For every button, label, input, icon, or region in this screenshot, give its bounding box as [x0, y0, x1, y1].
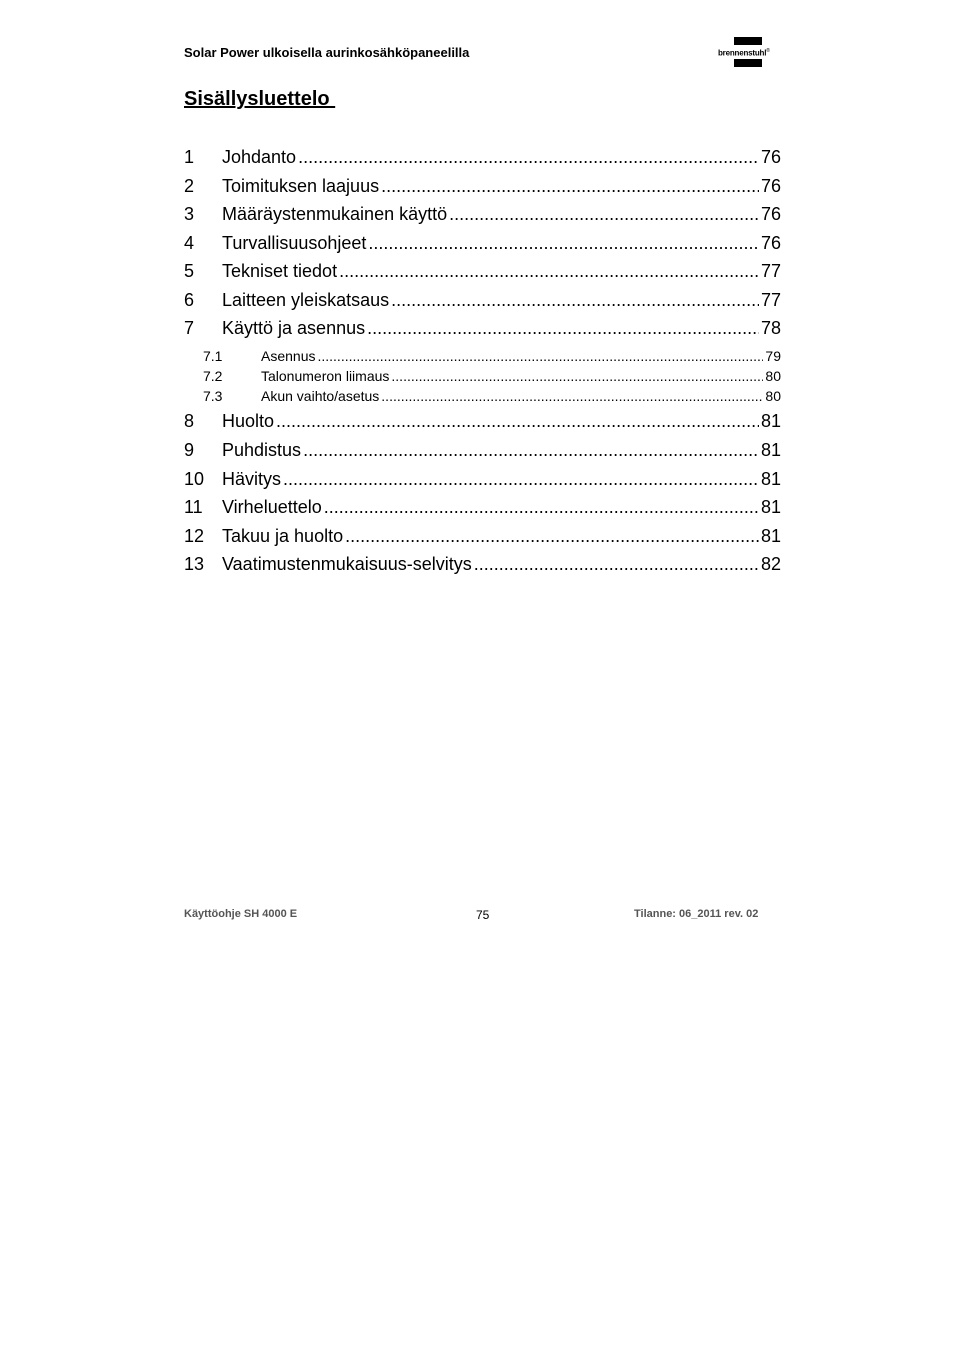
- toc-leader-dots: [303, 440, 759, 461]
- toc-entry-label: Hävitys: [222, 469, 282, 489]
- toc-entry-page: 78: [760, 318, 781, 338]
- logo-bar-bottom: [734, 59, 762, 67]
- toc-entry[interactable]: [184, 290, 781, 316]
- toc-entry[interactable]: [184, 469, 781, 495]
- toc-entry-number: 7.3: [203, 388, 223, 404]
- toc-entry[interactable]: [184, 318, 781, 344]
- toc-leader-dots: [276, 411, 759, 432]
- toc-leader-dots: [391, 290, 759, 311]
- document-header-title: Solar Power ulkoisella aurinkosähköpaneelilla: [184, 45, 470, 60]
- toc-leader-dots: [283, 469, 759, 490]
- toc-entry[interactable]: [184, 233, 781, 259]
- toc-entry[interactable]: [184, 526, 781, 552]
- toc-entry-number: 7.2: [203, 368, 223, 384]
- toc-entry[interactable]: [184, 554, 781, 580]
- toc-entry-page: 79: [765, 348, 781, 364]
- toc-entry-label: Puhdistus: [222, 440, 302, 460]
- toc-entry-number: 10: [184, 469, 205, 489]
- toc-entry-number: 12: [184, 526, 205, 546]
- toc-leader-dots: [391, 368, 763, 384]
- toc-entry-page: 76: [760, 147, 781, 167]
- toc-entry-number: 3: [184, 204, 195, 224]
- toc-entry-label: Määräystenmukainen käyttö: [222, 204, 448, 224]
- toc-leader-dots: [474, 554, 759, 575]
- toc-entry-label: Tekniset tiedot: [222, 261, 338, 281]
- toc-entry-label: Toimituksen laajuus: [222, 176, 380, 196]
- toc-entry[interactable]: [184, 176, 781, 202]
- toc-entry-label: Turvallisuusohjeet: [222, 233, 367, 253]
- toc-entry-number: 1: [184, 147, 195, 167]
- toc-entry-label: Huolto: [222, 411, 275, 431]
- toc-entry-label: Talonumeron liimaus: [261, 368, 390, 384]
- toc-entry-number: 7: [184, 318, 195, 338]
- toc-entry-label: Akun vaihto/asetus: [261, 388, 380, 404]
- toc-entry[interactable]: [184, 204, 781, 230]
- toc-entry-page: 81: [760, 440, 781, 460]
- toc-entry-page: 76: [760, 204, 781, 224]
- toc-entry-label: Vaatimustenmukaisuus-selvitys: [222, 554, 472, 574]
- toc-entry-label: Käyttö ja asennus: [222, 318, 366, 338]
- toc-entry-number: 5: [184, 261, 195, 281]
- toc-entry[interactable]: [184, 388, 781, 406]
- toc-entry-page: 81: [760, 526, 781, 546]
- toc-entry-number: 6: [184, 290, 195, 310]
- toc-entry[interactable]: [184, 261, 781, 287]
- toc-leader-dots: [449, 204, 759, 225]
- toc-entry-number: 9: [184, 440, 195, 460]
- toc-entry-page: 76: [760, 176, 781, 196]
- toc-leader-dots: [345, 526, 759, 547]
- toc-entry-page: 76: [760, 233, 781, 253]
- toc-entry[interactable]: [184, 411, 781, 437]
- toc-leader-dots: [381, 176, 759, 197]
- toc-entry-number: 8: [184, 411, 195, 431]
- toc-entry[interactable]: [184, 147, 781, 173]
- toc-leader-dots: [298, 147, 759, 168]
- toc-entry[interactable]: [184, 497, 781, 523]
- footer-revision: Tilanne: 06_2011 rev. 02: [634, 908, 759, 920]
- toc-entry-number: 11: [184, 497, 203, 517]
- toc-entry-page: 82: [760, 554, 781, 574]
- toc-entry-page: 77: [760, 261, 781, 281]
- toc-entry-page: 80: [765, 368, 781, 384]
- toc-entry[interactable]: [184, 368, 781, 386]
- toc-entry-number: 2: [184, 176, 195, 196]
- footer-page-number: 75: [476, 908, 490, 922]
- toc-entry-page: 77: [760, 290, 781, 310]
- brennenstuhl-logo: [718, 37, 784, 67]
- toc-entry-page: 80: [765, 388, 781, 404]
- page-title: Sisällysluettelo: [184, 88, 336, 110]
- toc-leader-dots: [381, 388, 763, 404]
- toc-leader-dots: [339, 261, 759, 282]
- toc-entry-label: Virheluettelo: [222, 497, 322, 517]
- toc-entry-page: 81: [760, 411, 781, 431]
- toc-entry-label: Asennus: [261, 348, 316, 364]
- toc-leader-dots: [367, 318, 759, 339]
- toc-entry-label: Laitteen yleiskatsaus: [222, 290, 390, 310]
- toc-entry-number: 13: [184, 554, 205, 574]
- toc-entry-number: 7.1: [203, 348, 223, 364]
- toc-leader-dots: [324, 497, 759, 518]
- footer-manual-name: Käyttöohje SH 4000 E: [184, 908, 298, 920]
- logo-text: brennenstuhl®: [718, 48, 770, 58]
- toc-entry-label: Johdanto: [222, 147, 297, 167]
- logo-bar-top: [734, 37, 762, 45]
- toc-entry[interactable]: [184, 440, 781, 466]
- toc-entry-number: 4: [184, 233, 195, 253]
- toc-entry-page: 81: [760, 497, 781, 517]
- toc-entry[interactable]: [184, 348, 781, 366]
- toc-entry-page: 81: [760, 469, 781, 489]
- toc-leader-dots: [317, 348, 763, 364]
- toc-leader-dots: [368, 233, 759, 254]
- toc-entry-label: Takuu ja huolto: [222, 526, 344, 546]
